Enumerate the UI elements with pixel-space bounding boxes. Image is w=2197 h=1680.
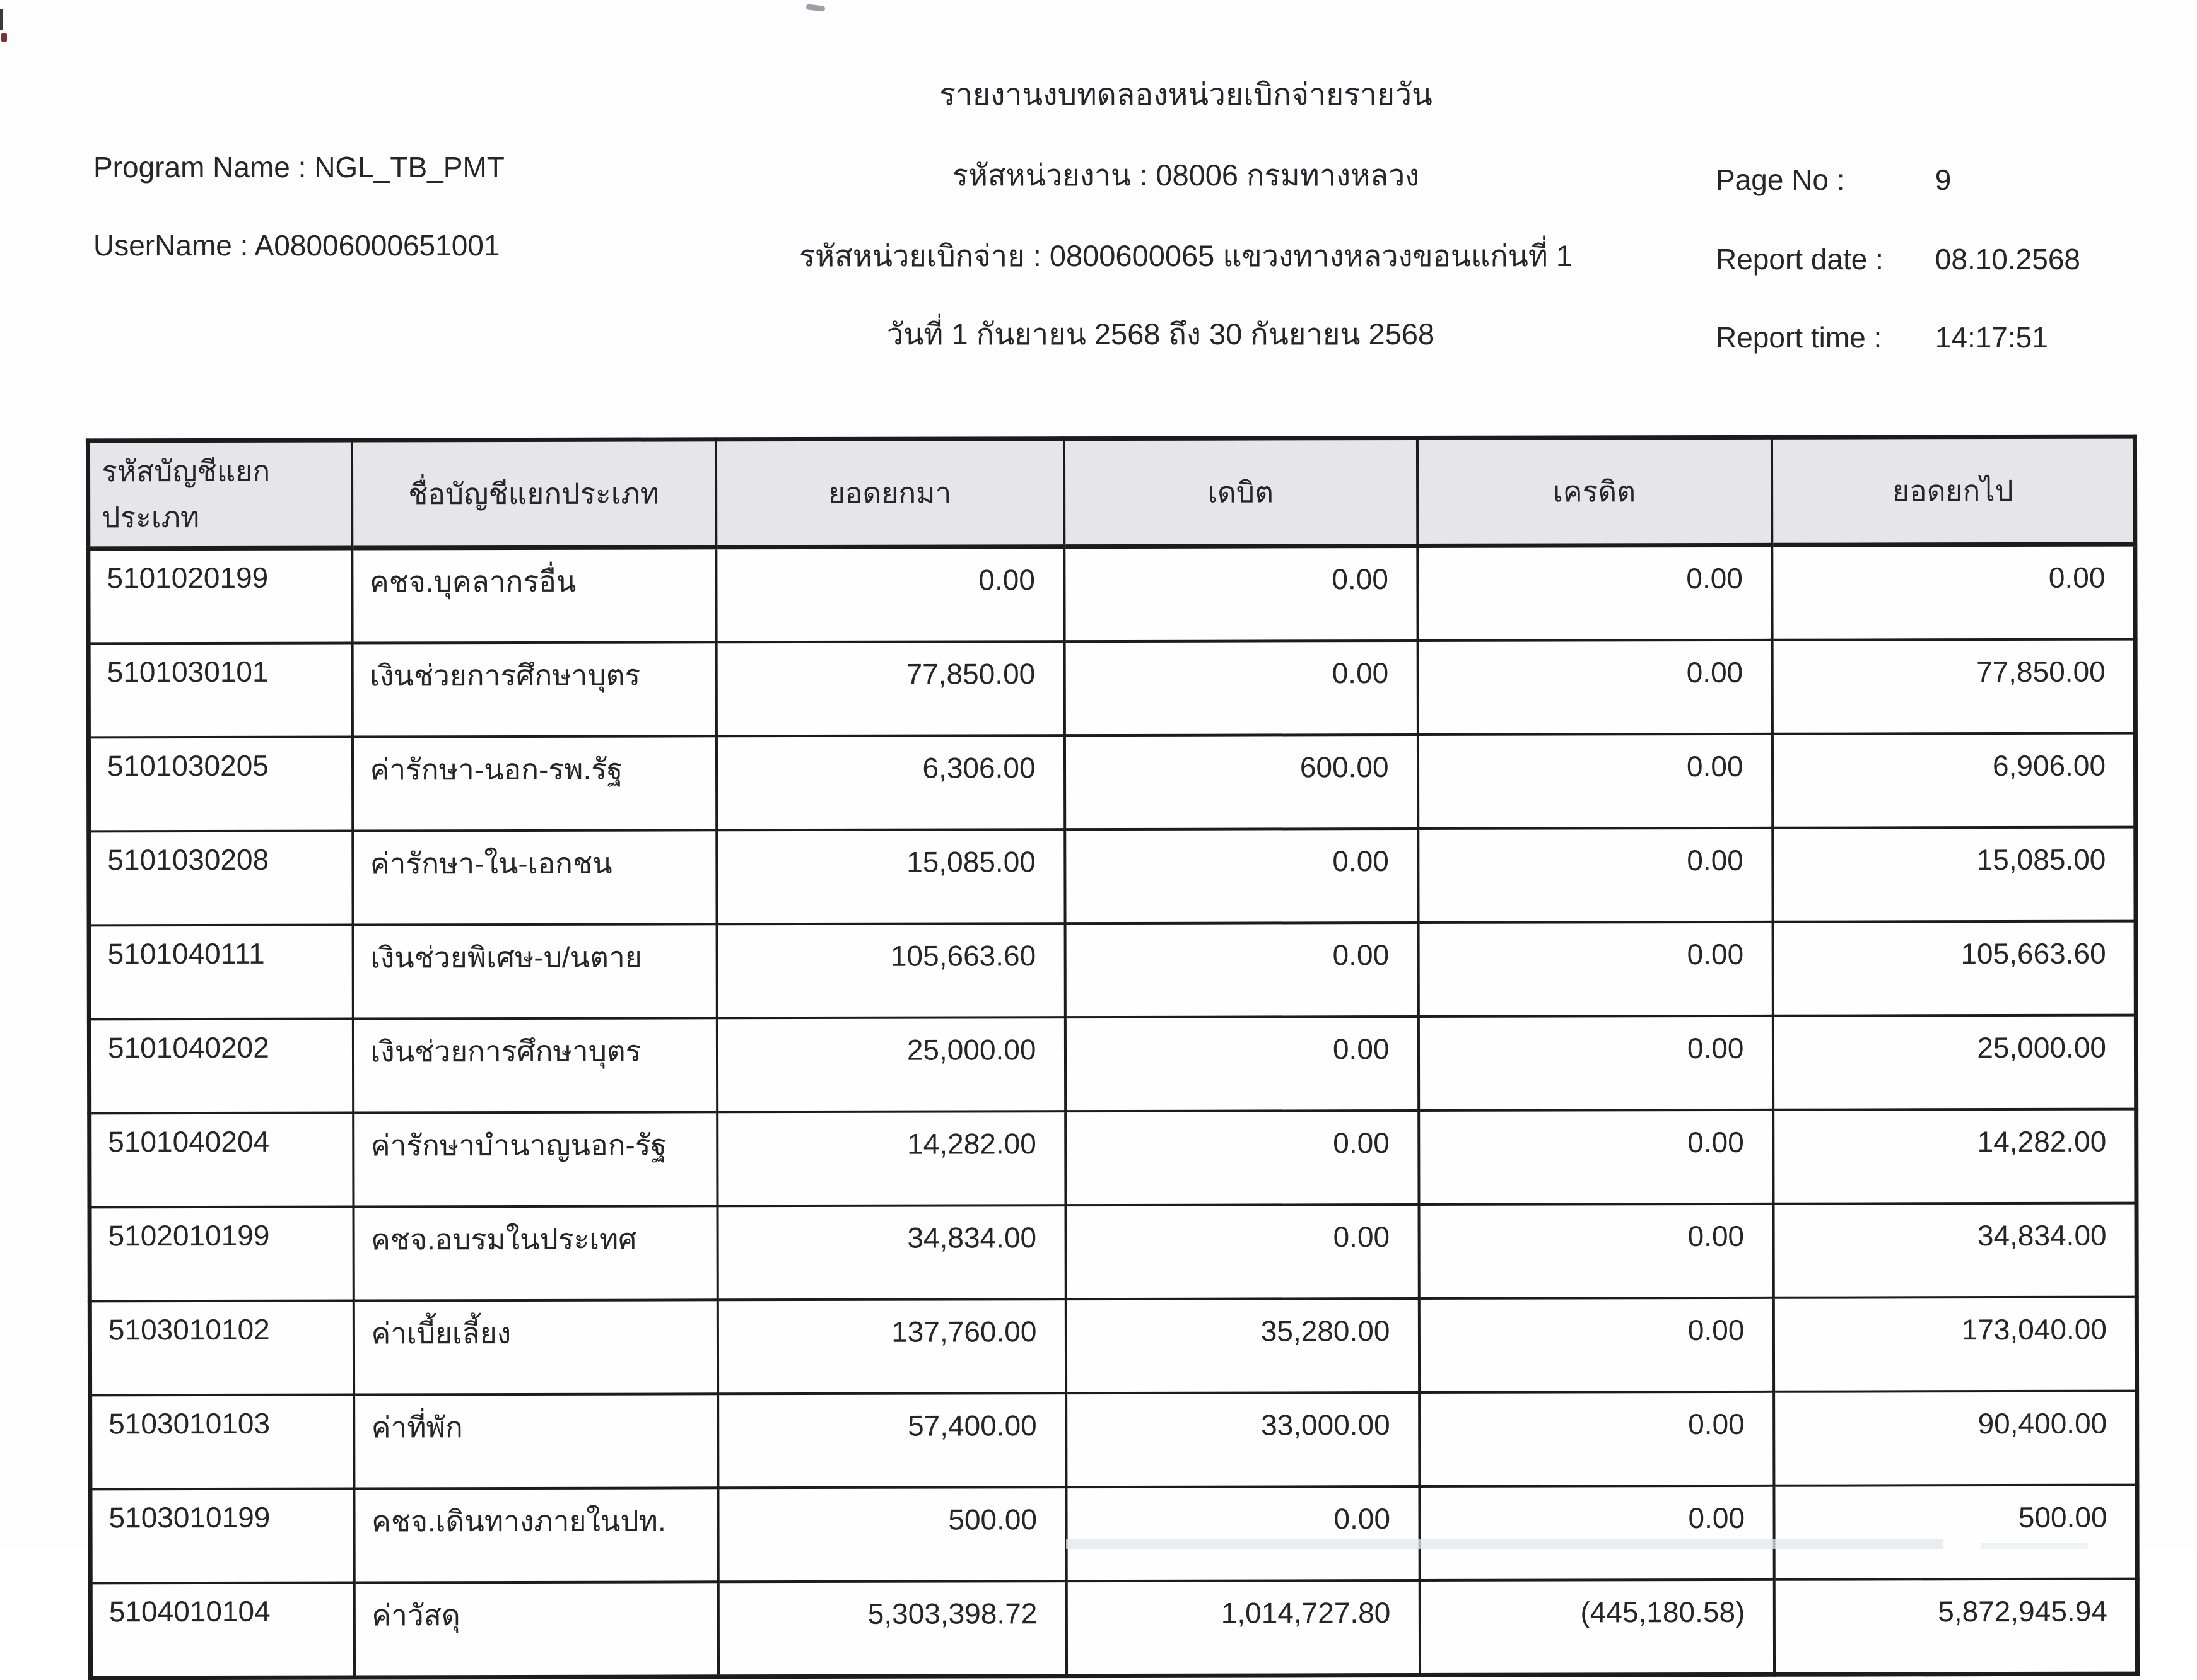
amount-cell: 14,282.00 xyxy=(717,1111,1065,1206)
amount-cell: 0.00 xyxy=(1419,1298,1773,1392)
amount-cell: 500.00 xyxy=(718,1487,1066,1582)
scan-artifact-band xyxy=(1066,1539,1943,1549)
account-code-cell: 5101040204 xyxy=(90,1113,353,1208)
amount-cell: 77,850.00 xyxy=(716,641,1064,736)
table-row xyxy=(88,639,2135,738)
amount-cell: 0.00 xyxy=(1419,1486,1774,1580)
table-body xyxy=(88,544,2138,1678)
table-row xyxy=(89,921,2136,1020)
report-title: รายงานงบทดลองหน่วยเบิกจ่ายรายวัน xyxy=(939,78,1432,112)
report-date-value: 08.10.2568 xyxy=(1935,243,2081,276)
amount-cell: 0.00 xyxy=(1418,1016,1772,1111)
amount-cell: 5,872,945.94 xyxy=(1774,1579,2137,1675)
account-name-cell: ค่าวัสดุ xyxy=(354,1582,718,1677)
table-row xyxy=(90,1109,2136,1208)
amount-cell: 0.00 xyxy=(1065,829,1418,923)
account-code-cell: 5101030208 xyxy=(89,831,353,926)
col-header-account-name: ชื่อบัญชีแยกประเภท xyxy=(351,440,715,548)
page-no-value: 9 xyxy=(1935,163,1952,196)
table-row xyxy=(90,1203,2136,1302)
account-name-cell: ค่ารักษา-นอก-รพ.รัฐ xyxy=(352,736,716,831)
amount-cell: 14,282.00 xyxy=(1773,1109,2136,1204)
account-code-cell: 5104010104 xyxy=(90,1583,354,1678)
amount-cell: (445,180.58) xyxy=(1419,1580,1774,1676)
amount-cell: 0.00 xyxy=(1065,923,1418,1017)
table-row xyxy=(90,1579,2137,1678)
col-header-beginning-balance: ยอดยกมา xyxy=(715,439,1063,547)
col-header-debit: เดบิต xyxy=(1063,438,1417,546)
account-code-cell: 5101040111 xyxy=(89,925,353,1020)
amount-cell: 25,000.00 xyxy=(717,1017,1065,1112)
amount-cell: 0.00 xyxy=(1418,828,1772,923)
trial-balance-table xyxy=(86,435,2140,1680)
agency-line: รหัสหน่วยงาน : 08006 กรมทางหลวง xyxy=(952,158,1420,192)
amount-cell: 0.00 xyxy=(1417,640,1772,735)
amount-cell: 33,000.00 xyxy=(1066,1392,1419,1487)
account-name-cell: คชจ.เดินทางภายในปท. xyxy=(354,1488,718,1582)
amount-cell: 105,663.60 xyxy=(717,923,1065,1018)
date-range-line: วันที่ 1 กันยายน 2568 ถึง 30 กันยายน 2568 xyxy=(886,317,1435,351)
amount-cell: 77,850.00 xyxy=(1772,639,2135,734)
amount-cell: 0.00 xyxy=(1419,1110,1773,1205)
program-name-line: Program Name : NGL_TB_PMT xyxy=(93,151,505,184)
account-name-cell: ค่าที่พัก xyxy=(354,1394,718,1488)
scan-speck xyxy=(1,33,7,42)
amount-cell: 0.00 xyxy=(1772,544,2135,640)
amount-cell: 34,834.00 xyxy=(1773,1203,2136,1298)
amount-cell: 500.00 xyxy=(1774,1485,2137,1580)
amount-cell: 0.00 xyxy=(1064,545,1417,641)
account-name-cell: เงินช่วยพิเศษ-บ/นตาย xyxy=(353,924,717,1018)
account-code-cell: 5101040202 xyxy=(89,1019,353,1114)
amount-cell: 15,085.00 xyxy=(1772,827,2136,922)
amount-cell: 173,040.00 xyxy=(1773,1297,2136,1392)
account-name-cell: คชจ.อบรมในประเทศ xyxy=(353,1206,717,1300)
amount-cell: 5,303,398.72 xyxy=(718,1581,1066,1677)
trial-balance-table-wrap xyxy=(86,435,2140,1680)
table-header-row xyxy=(88,436,2135,549)
account-code-cell: 5101030101 xyxy=(88,643,352,738)
account-code-cell: 5101030205 xyxy=(88,737,352,832)
page-no-label: Page No : xyxy=(1716,163,1845,196)
table-row xyxy=(90,1485,2137,1584)
account-name-cell: เงินช่วยการศึกษาบุตร xyxy=(353,1018,717,1112)
amount-cell: 137,760.00 xyxy=(717,1299,1065,1394)
col-header-credit: เครดิต xyxy=(1417,437,1771,545)
amount-cell: 0.00 xyxy=(1065,1205,1419,1299)
table-row xyxy=(88,544,2135,643)
amount-cell: 0.00 xyxy=(1417,734,1772,829)
amount-cell: 34,834.00 xyxy=(717,1205,1065,1300)
scan-edge-mark xyxy=(0,9,3,30)
amount-cell: 0.00 xyxy=(1066,1486,1419,1581)
report-date-row xyxy=(1716,242,2080,276)
amount-cell: 600.00 xyxy=(1064,735,1417,829)
col-header-ending-balance: ยอดยกไป xyxy=(1771,436,2135,545)
scan-speck xyxy=(806,4,826,12)
username-line: UserName : A08006000651001 xyxy=(93,229,500,262)
report-time-label: Report time : xyxy=(1716,321,1882,354)
amount-cell: 6,906.00 xyxy=(1772,733,2135,828)
amount-cell: 0.00 xyxy=(716,547,1064,643)
report-time-row xyxy=(1716,320,2048,354)
disbursement-unit-line: รหัสหน่วยเบิกจ่าย : 0800600065 แขวงทางหลวงขอนแก่นที่ 1 xyxy=(799,239,1573,272)
amount-cell: 105,663.60 xyxy=(1772,921,2136,1016)
scan-artifact-band xyxy=(1981,1543,2088,1549)
amount-cell: 57,400.00 xyxy=(718,1393,1066,1488)
table-row xyxy=(88,733,2135,832)
report-date-label: Report date : xyxy=(1716,243,1884,276)
account-name-cell: คชจ.บุคลากรอื่น xyxy=(352,547,716,643)
amount-cell: 90,400.00 xyxy=(1774,1391,2137,1486)
page-no-row xyxy=(1716,163,1951,197)
amount-cell: 0.00 xyxy=(1065,1111,1419,1205)
amount-cell: 0.00 xyxy=(1419,1204,1773,1298)
account-code-cell: 5102010199 xyxy=(90,1207,353,1302)
amount-cell: 0.00 xyxy=(1417,545,1772,641)
amount-cell: 15,085.00 xyxy=(717,829,1065,924)
report-time-value: 14:17:51 xyxy=(1935,321,2048,354)
table-row xyxy=(90,1297,2136,1396)
amount-cell: 0.00 xyxy=(1419,1392,1774,1486)
account-name-cell: ค่ารักษาบำนาญนอก-รัฐ xyxy=(353,1112,717,1206)
table-row xyxy=(89,1015,2136,1114)
account-code-cell: 5103010103 xyxy=(90,1395,354,1490)
amount-cell: 1,014,727.80 xyxy=(1066,1580,1419,1676)
account-code-cell: 5101020199 xyxy=(88,548,352,643)
account-name-cell: เงินช่วยการศึกษาบุตร xyxy=(352,642,716,737)
account-name-cell: ค่ารักษา-ใน-เอกชน xyxy=(353,830,717,925)
amount-cell: 0.00 xyxy=(1418,922,1772,1017)
amount-cell: 6,306.00 xyxy=(716,735,1064,830)
amount-cell: 25,000.00 xyxy=(1772,1015,2136,1110)
amount-cell: 0.00 xyxy=(1064,641,1417,735)
account-name-cell: ค่าเบี้ยเลี้ยง xyxy=(353,1300,717,1394)
account-code-cell: 5103010102 xyxy=(90,1301,353,1396)
col-header-account-code: รหัสบัญชีแยกประเภท xyxy=(88,440,351,549)
account-code-cell: 5103010199 xyxy=(90,1489,354,1584)
table-row xyxy=(90,1391,2137,1490)
amount-cell: 35,280.00 xyxy=(1065,1298,1419,1393)
amount-cell: 0.00 xyxy=(1065,1017,1418,1111)
table-row xyxy=(89,827,2136,926)
